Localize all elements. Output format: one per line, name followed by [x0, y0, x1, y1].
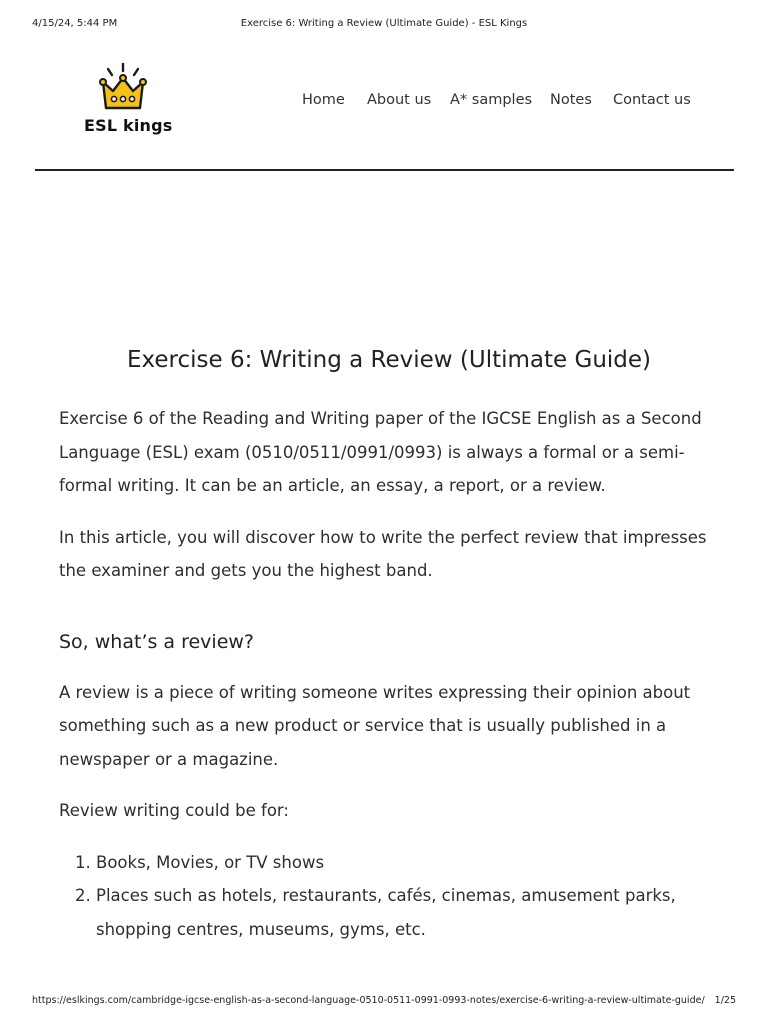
- print-document-title: Exercise 6: Writing a Review (Ultimate Guide) - ESL Kings: [240, 18, 528, 29]
- print-datetime: 4/15/24, 5:44 PM: [32, 18, 118, 29]
- nav-link-home[interactable]: Home: [302, 92, 345, 108]
- list-item: 1. Books, Movies, or TV shows: [96, 846, 719, 880]
- main-nav: [0, 92, 768, 114]
- review-types-list: [59, 846, 719, 947]
- nav-link-contact-us[interactable]: Contact us: [613, 92, 691, 108]
- intro-paragraph: Exercise 6 of the Reading and Writing paper of the IGCSE English as a Second Language (ESL) exam (0510/0511/0991/0993) is always a formal or a semi-formal writing. It can be an article, an essay, a report, or a review.: [59, 409, 702, 495]
- section-heading: So, what’s a review?: [59, 630, 255, 653]
- header-divider: [35, 169, 734, 171]
- nav-link-notes[interactable]: Notes: [550, 92, 592, 108]
- nav-link-about-us[interactable]: About us: [367, 92, 432, 108]
- logo-text: ESL kings: [84, 116, 173, 135]
- page-title: Exercise 6: Writing a Review (Ultimate Guide): [126, 347, 652, 373]
- page-number: 1/25: [714, 995, 736, 1006]
- section-paragraph: A review is a piece of writing someone writes expressing their opinion about something such as a new product or service that is usually published in a newspaper or a magazine.: [59, 682, 691, 769]
- nav-link-a-star-samples[interactable]: A* samples: [450, 92, 533, 108]
- print-url: https://eslkings.com/cambridge-igcse-english-as-a-second-language-0510-0511-0991-0993-notes/exercise-6-writing-a-review-ultimate-guide/: [32, 995, 705, 1006]
- list-item: 2. Places such as hotels, restaurants, cafés, cinemas, amusement parks, shopping centres, museums, gyms, etc.: [96, 879, 719, 946]
- article-content: [59, 338, 719, 946]
- section-paragraph: Review writing could be for:: [59, 801, 289, 820]
- intro-paragraph: In this article, you will discover how to write the perfect review that impresses the examiner and gets you the highest band.: [59, 527, 707, 580]
